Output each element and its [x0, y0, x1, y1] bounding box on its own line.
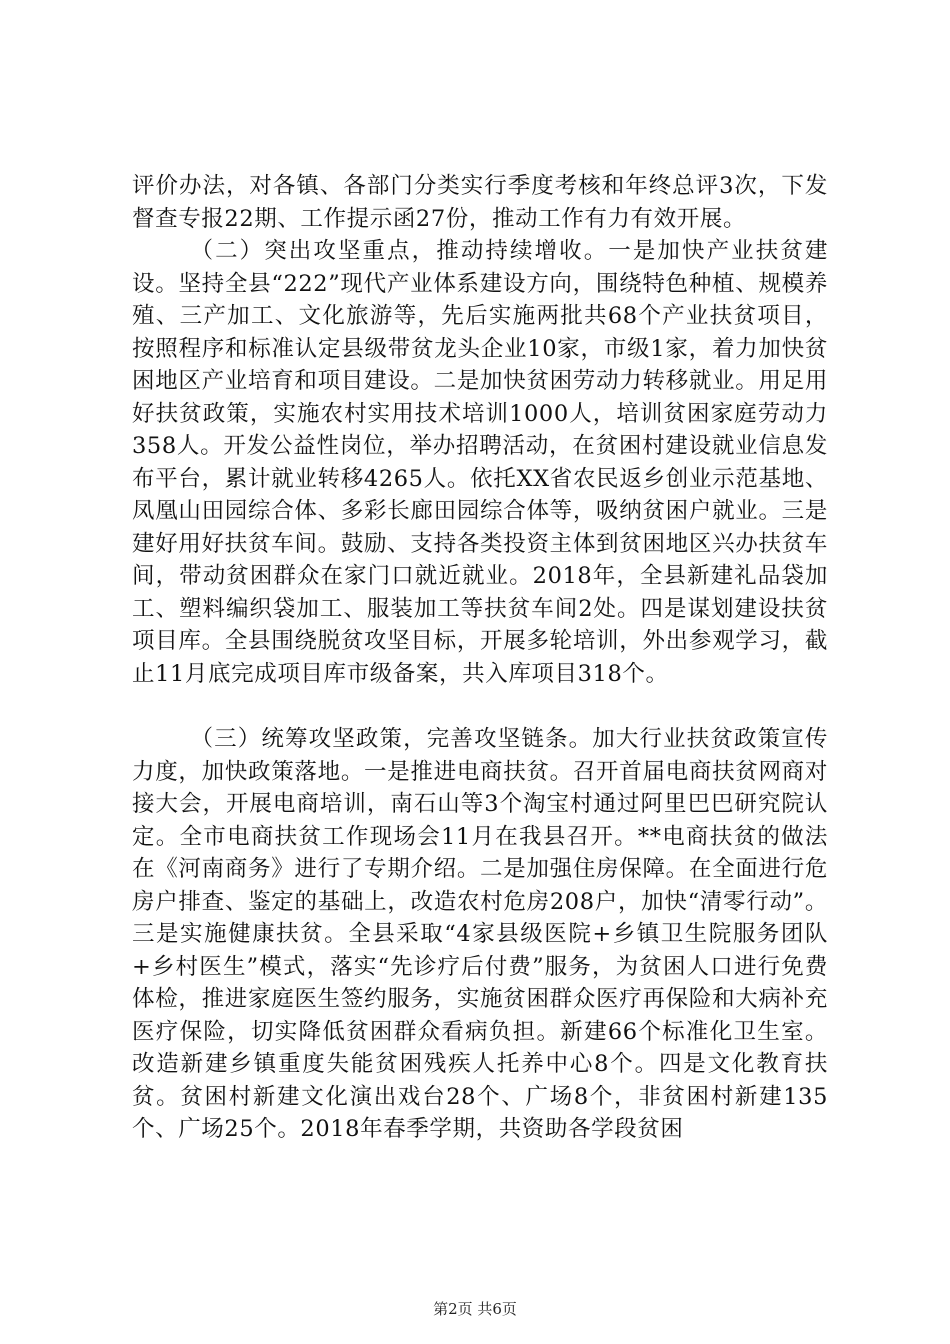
paragraph-continuation: 评价办法，对各镇、各部门分类实行季度考核和年终总评3次，下发督查专报22期、工作提示函27份，推动工作有力有效开展。 [132, 173, 828, 232]
document-body [132, 170, 828, 1146]
page-footer: 第2页 共6页 [433, 1300, 517, 1318]
paragraph-section-2: （二）突出攻坚重点，推动持续增收。一是加快产业扶贫建设。坚持全县“222”现代产业体系建设方向，围绕特色种植、规模养殖、三产加工、文化旅游等，先后实施两批共68个产业扶贫项目，按照程序和标准认定县级带贫龙头企业10家，市级1家，着力加快贫困地区产业培育和项目建设。二是加快贫困劳动力转移就业。用足用好扶贫政策，实施农村实用技术培训1000人，培训贫困家庭劳动力358人。开发公益性岗位，举办招聘活动，在贫困村建设就业信息发布平台，累计就业转移4265人。依托XX省农民返乡创业示范基地、凤凰山田园综合体、多彩长廊田园综合体等，吸纳贫困户就业。三是建好用好扶贫车间。鼓励、支持各类投资主体到贫困地区兴办扶贫车间，带动贫困群众在家门口就近就业。2018年，全县新建礼品袋加工、塑料编织袋加工、服装加工等扶贫车间2处。四是谋划建设扶贫项目库。全县围绕脱贫攻坚目标，开展多轮培训，外出参观学习，截止11月底完成项目库市级备案，共入库项目318个。 [132, 238, 828, 687]
paragraph-section-3: （三）统筹攻坚政策，完善攻坚链条。加大行业扶贫政策宣传力度，加快政策落地。一是推进电商扶贫。召开首届电商扶贫网商对接大会，开展电商培训，南石山等3个淘宝村通过阿里巴巴研究院认定。全市电商扶贫工作现场会11月在我县召开。**电商扶贫的做法在《河南商务》进行了专期介绍。二是加强住房保障。在全面进行危房户排查、鉴定的基础上，改造农村危房208户，加快“清零行动”。三是实施健康扶贫。全县采取“4家县级医院+乡镇卫生院服务团队+乡村医生”模式，落实“先诊疗后付费”服务，为贫困人口进行免费体检，推进家庭医生签约服务，实施贫困群众医疗再保险和大病补充医疗保险，切实降低贫困群众看病负担。新建66个标准化卫生室。改造新建乡镇重度失能贫困残疾人托养中心8个。四是文化教育扶贫。贫困村新建文化演出戏台28个、广场8个，非贫困村新建135个、广场25个。2018年春季学期，共资助各学段贫困 [132, 726, 828, 1142]
